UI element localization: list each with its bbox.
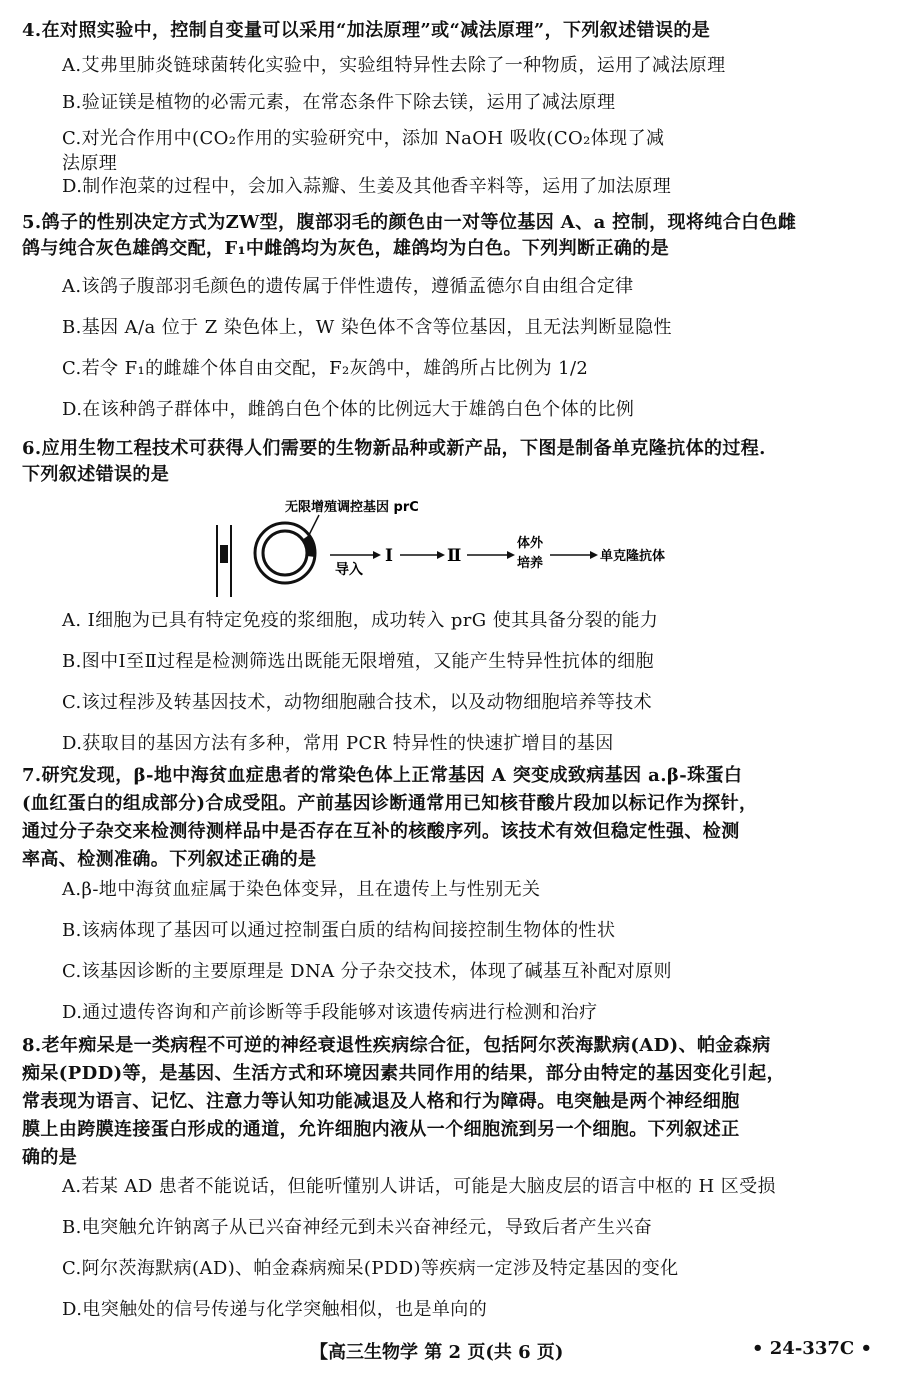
- question-8-option-c: C.阿尔茨海默病(AD)、帕金森病痴呆(PDD)等疾病一定涉及特定基因的变化: [62, 1258, 679, 1279]
- import-label: 导入: [335, 562, 363, 578]
- question-8-stem-5: 确的是: [22, 1147, 78, 1168]
- product-label: 单克隆抗体: [600, 549, 666, 564]
- question-6-option-b: B.图中Ⅰ至Ⅱ过程是检测筛选出既能无限增殖，又能产生特异性抗体的细胞: [62, 651, 654, 672]
- question-8-option-a: A.若某 AD 患者不能说话，但能听懂别人讲话，可能是大脑皮层的语言中枢的 H 区受损: [62, 1176, 776, 1197]
- import-arrowhead: [373, 551, 381, 559]
- question-8-stem-1: 8.老年痴呆是一类病程不可逆的神经衰退性疾病综合征，包括阿尔茨海默病(AD)、帕金森病: [22, 1035, 771, 1056]
- question-7-stem-4: 率高、检测准确。下列叙述正确的是: [22, 849, 317, 870]
- question-5-option-d: D.在该种鸽子群体中，雌鸽白色个体的比例远大于雄鸽白色个体的比例: [62, 399, 635, 420]
- question-5-option-c: C.若令 F₁的雌雄个体自由交配，F₂灰鸽中，雄鸽所占比例为 1/2: [62, 358, 589, 379]
- question-7-option-b: B.该病体现了基因可以通过控制蛋白质的结构间接控制生物体的性状: [62, 920, 616, 941]
- question-8-option-d: D.电突触处的信号传递与化学突触相似，也是单向的: [62, 1299, 488, 1320]
- page-footer-code: • 24-337C •: [752, 1338, 872, 1359]
- stage-1-label: Ⅰ: [385, 546, 393, 566]
- question-7-stem-3: 通过分子杂交来检测待测样品中是否存在互补的核酸序列。该技术有效但稳定性强、检测: [22, 821, 740, 842]
- culture-label-1: 体外: [517, 536, 544, 551]
- product-arrowhead: [590, 551, 598, 559]
- question-4-option-a: A.艾弗里肺炎链球菌转化实验中，实验组特异性去除了一种物质，运用了减法原理: [62, 55, 726, 76]
- question-6-option-a: A. Ⅰ细胞为已具有特定免疫的浆细胞，成功转入 prG 使其具备分裂的能力: [62, 610, 659, 631]
- question-7-option-a: A.β-地中海贫血症属于染色体变异，且在遗传上与性别无关: [62, 879, 541, 900]
- question-5-stem-2: 鸽与纯合灰色雄鸽交配，F₁中雌鸽均为灰色，雄鸽均为白色。下列判断正确的是: [22, 238, 670, 259]
- question-6-stem-2: 下列叙述错误的是: [22, 464, 170, 485]
- question-7-stem-1: 7.研究发现，β-地中海贫血症患者的常染色体上正常基因 A 突变成致病基因 a.β-珠蛋白: [22, 765, 743, 786]
- question-7-stem-2: (血红蛋白的组成部分)合成受阻。产前基因诊断通常用已知核苷酸片段加以标记作为探针，: [22, 793, 758, 814]
- prc-gene-segment: [302, 535, 315, 557]
- gene-label: 无限增殖调控基因 prC: [285, 500, 419, 515]
- culture-label-2: 培养: [517, 556, 544, 571]
- question-4-option-d: D.制作泡菜的过程中，会加入蒜瓣、生姜及其他香辛料等，运用了加法原理: [62, 176, 672, 197]
- question-4-stem: 4.在对照实验中，控制自变量可以采用“加法原理”或“减法原理”，下列叙述错误的是: [22, 20, 711, 41]
- question-4-option-c-cont: 法原理: [62, 153, 118, 174]
- question-5-option-b: B.基因 A/a 位于 Z 染色体上，W 染色体不含等位基因，且无法判断显隐性: [62, 317, 672, 338]
- question-4-option-b: B.验证镁是植物的必需元素，在常态条件下除去镁，运用了减法原理: [62, 92, 616, 113]
- question-6-option-c: C.该过程涉及转基因技术，动物细胞融合技术，以及动物细胞培养等技术: [62, 692, 653, 713]
- stage-2-label: Ⅱ: [447, 546, 462, 566]
- stage-arrowhead: [437, 551, 445, 559]
- culture-arrow-in-head: [507, 551, 515, 559]
- monoclonal-antibody-diagram: [205, 495, 685, 605]
- diagram-svg: [205, 495, 685, 605]
- question-6-option-d: D.获取目的基因方法有多种，常用 PCR 特异性的快速扩增目的基因: [62, 733, 614, 754]
- question-7-option-d: D.通过遗传咨询和产前诊断等手段能够对该遗传病进行检测和治疗: [62, 1002, 598, 1023]
- question-6-stem-1: 6.应用生物工程技术可获得人们需要的生物新品种或新产品，下图是制备单克隆抗体的过程.: [22, 438, 766, 459]
- plasmid-inner-circle: [263, 531, 307, 575]
- gene-pointer-line: [309, 515, 319, 535]
- question-8-stem-4: 膜上由跨膜连接蛋白形成的通道，允许细胞内液从一个细胞流到另一个细胞。下列叙述正: [22, 1119, 740, 1140]
- question-8-stem-3: 常表现为语言、记忆、注意力等认知功能减退及人格和行为障碍。电突触是两个神经细胞: [22, 1091, 740, 1112]
- page-footer-title: 【高三生物学 第 2 页(共 6 页): [310, 1342, 564, 1363]
- gene-insert-block: [220, 545, 228, 563]
- question-7-option-c: C.该基因诊断的主要原理是 DNA 分子杂交技术，体现了碱基互补配对原则: [62, 961, 672, 982]
- question-4-option-c: C.对光合作用中(CO₂作用的实验研究中，添加 NaOH 吸收(CO₂体现了减: [62, 128, 665, 149]
- question-8-stem-2: 痴呆(PDD)等，是基因、生活方式和环境因素共同作用的结果，部分由特定的基因变化引起，: [22, 1063, 785, 1084]
- question-8-option-b: B.电突触允许钠离子从已兴奋神经元到未兴奋神经元，导致后者产生兴奋: [62, 1217, 653, 1238]
- question-5-option-a: A.该鸽子腹部羽毛颜色的遗传属于伴性遗传，遵循孟德尔自由组合定律: [62, 276, 634, 297]
- question-5-stem-1: 5.鸽子的性别决定方式为ZW型，腹部羽毛的颜色由一对等位基因 A、a 控制，现将纯合白色雌: [22, 212, 797, 233]
